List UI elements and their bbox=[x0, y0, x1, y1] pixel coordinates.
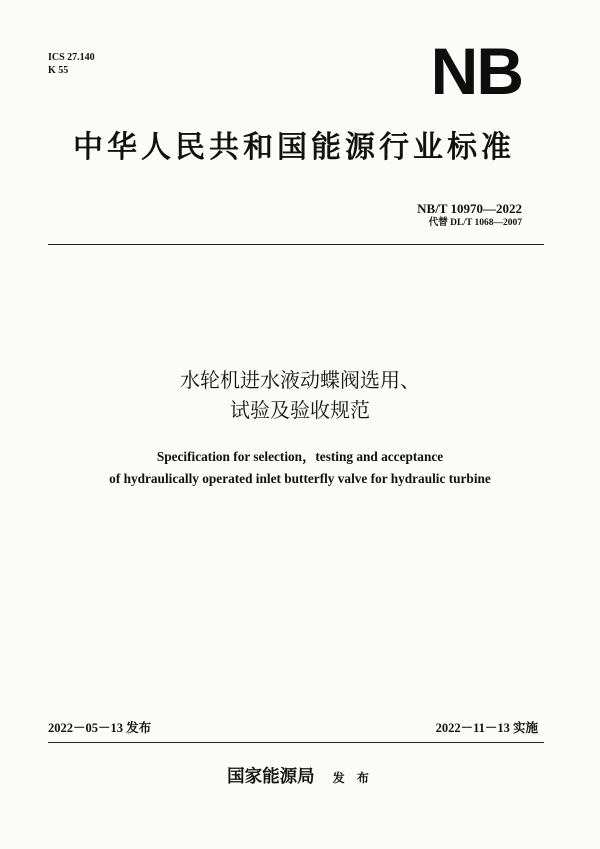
ics-code: ICS 27.140 bbox=[48, 52, 95, 63]
classification-codes bbox=[48, 51, 95, 77]
implementation-date: 2022－11－13 实施 bbox=[435, 721, 538, 735]
standard-code-block bbox=[417, 200, 522, 230]
issuer-name: 国家能源局 bbox=[227, 767, 315, 787]
nb-logo: NB bbox=[430, 34, 522, 108]
title-en-line1: Specification for selection，testing and acceptance bbox=[156, 449, 444, 464]
replaces-standard: 代替 DL/T 1068—2007 bbox=[428, 218, 522, 228]
title-en-line2: of hydraulically operated inlet butterfly valve for hydraulic turbine bbox=[109, 471, 491, 486]
bottom-divider bbox=[48, 742, 544, 743]
issuer-line bbox=[60, 764, 540, 791]
title-cn-line1: 水轮机进水液动蝶阀选用、 bbox=[180, 368, 420, 392]
top-divider bbox=[48, 244, 544, 245]
ccs-code: K 55 bbox=[48, 65, 69, 76]
issue-date: 2022－05－13 发布 bbox=[48, 721, 152, 735]
standard-number: NB/T 10970—2022 bbox=[417, 201, 522, 216]
organization-title: 中华人民共和国能源行业标准 bbox=[73, 130, 515, 165]
issuer-verb: 发 布 bbox=[332, 771, 373, 785]
title-cn-line2: 试验及验收规范 bbox=[230, 398, 370, 422]
